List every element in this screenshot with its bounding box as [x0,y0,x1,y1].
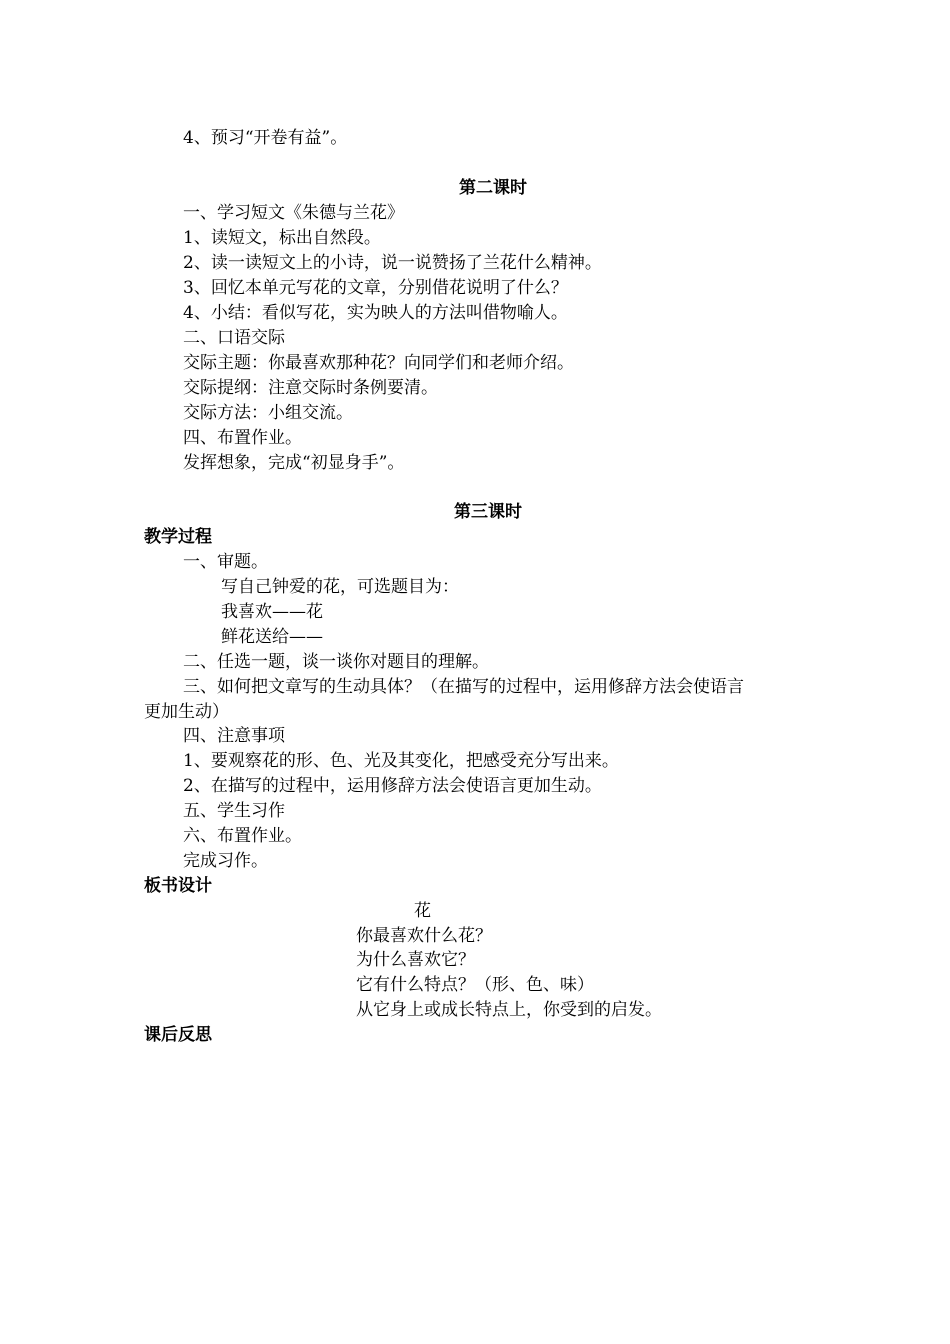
lesson3-heading: 第三课时 [454,502,522,522]
lesson2-line: 交际提纲：注意交际时条例要清。 [183,378,438,398]
lesson3-line: 1、要观察花的形、色、光及其变化，把感受充分写出来。 [183,751,619,771]
board-item: 为什么喜欢它？ [356,950,475,970]
lesson3-line: 2、在描写的过程中，运用修辞方法会使语言更加生动。 [183,776,602,796]
teaching-process-heading: 教学过程 [144,527,212,547]
lesson3-line: 完成习作。 [183,851,268,871]
lesson2-line: 2、读一读短文上的小诗，说一说赞扬了兰花什么精神。 [183,253,602,273]
board-design-heading: 板书设计 [144,876,212,896]
lesson3-sub-line: 我喜欢——花 [221,602,323,622]
lesson3-step: 三、如何把文章写的生动具体？（在描写的过程中，运用修辞方法会使语言 [183,677,744,697]
lesson2-heading: 第二课时 [459,178,527,198]
lesson2-line: 发挥想象，完成“初显身手”。 [183,453,405,473]
lesson2-line: 4、小结：看似写花，实为映人的方法叫借物喻人。 [183,303,568,323]
board-title: 花 [414,901,431,921]
preview-line: 4、预习“开卷有益”。 [183,128,348,148]
lesson2-line: 交际方法：小组交流。 [183,403,353,423]
board-item: 从它身上或成长特点上，你受到的启发。 [356,1000,662,1020]
lesson2-line: 一、学习短文《朱德与兰花》 [183,203,404,223]
lesson3-line: 六、布置作业。 [183,826,302,846]
lesson2-line: 3、回忆本单元写花的文章，分别借花说明了什么？ [183,278,568,298]
lesson2-line: 1、读短文，标出自然段。 [183,228,381,248]
lesson2-line: 交际主题：你最喜欢那种花？向同学们和老师介绍。 [183,353,574,373]
lesson3-step: 一、审题。 [183,552,268,572]
lesson3-line: 五、学生习作 [183,801,285,821]
lesson2-line: 二、口语交际 [183,328,285,348]
lesson3-sub-line: 写自己钟爱的花，可选题目为： [221,577,459,597]
lesson3-step: 二、任选一题，谈一谈你对题目的理解。 [183,652,489,672]
lesson3-line: 四、注意事项 [183,726,285,746]
lesson2-line: 四、布置作业。 [183,428,302,448]
reflection-heading: 课后反思 [144,1025,212,1045]
lesson3-step-continued: 更加生动） [144,702,229,722]
board-item: 它有什么特点？（形、色、味） [356,975,594,995]
board-item: 你最喜欢什么花？ [356,926,492,946]
lesson3-sub-line: 鲜花送给—— [221,627,323,647]
